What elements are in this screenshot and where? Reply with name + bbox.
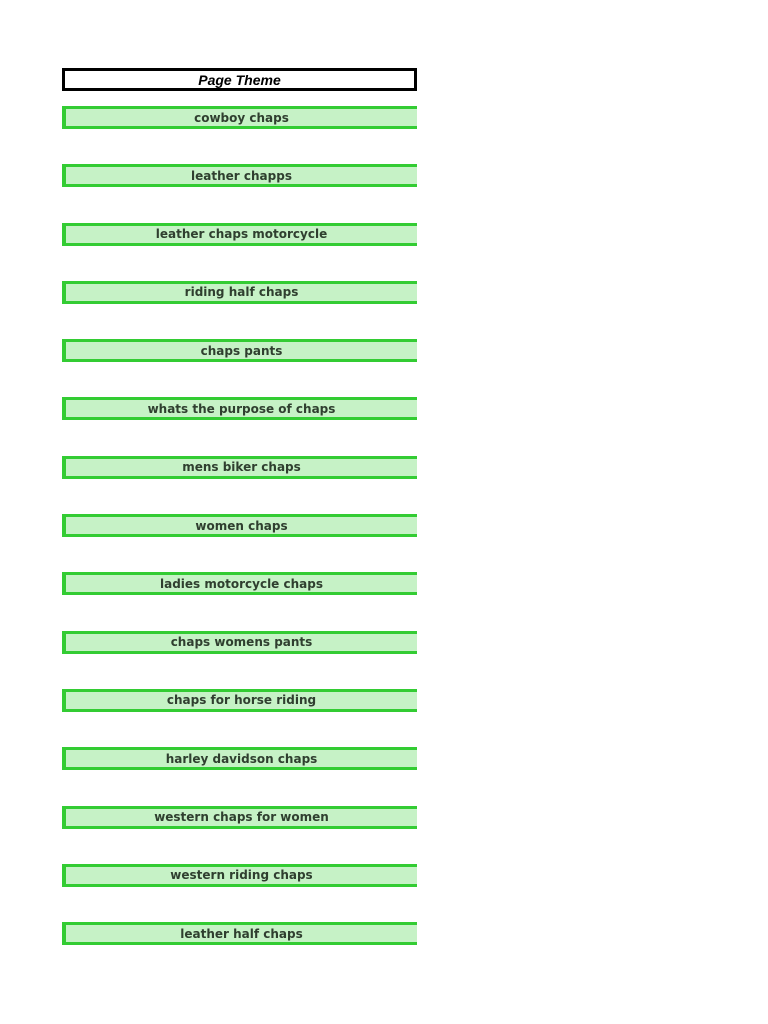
keyword-cell: riding half chaps — [62, 281, 417, 304]
keyword-cell: cowboy chaps — [62, 106, 417, 129]
keyword-cell: whats the purpose of chaps — [62, 397, 417, 420]
keyword-list — [62, 106, 417, 945]
keyword-cell: mens biker chaps — [62, 456, 417, 479]
keyword-cell: chaps womens pants — [62, 631, 417, 654]
keyword-cell: women chaps — [62, 514, 417, 537]
keyword-cell: chaps pants — [62, 339, 417, 362]
keyword-cell: western riding chaps — [62, 864, 417, 887]
keyword-cell: harley davidson chaps — [62, 747, 417, 770]
keyword-cell: chaps for horse riding — [62, 689, 417, 712]
spreadsheet-page — [62, 68, 417, 980]
page-theme-header: Page Theme — [62, 68, 417, 91]
keyword-cell: leather half chaps — [62, 922, 417, 945]
keyword-cell: leather chaps motorcycle — [62, 223, 417, 246]
keyword-cell: western chaps for women — [62, 806, 417, 829]
keyword-cell: leather chapps — [62, 164, 417, 187]
keyword-cell: ladies motorcycle chaps — [62, 572, 417, 595]
